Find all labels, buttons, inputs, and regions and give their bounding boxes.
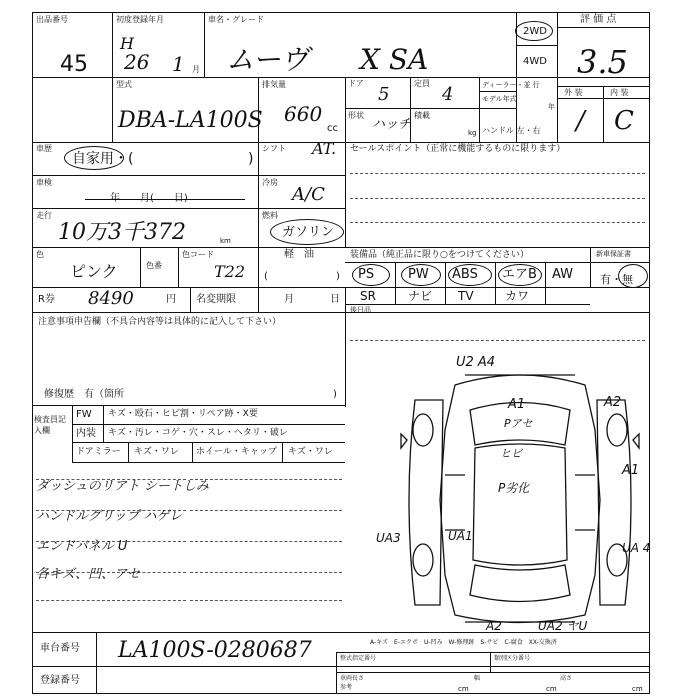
- first-registration-month: 1: [172, 52, 185, 76]
- drive-2wd: 2WD: [523, 26, 547, 37]
- model-value: DBA-LA100S: [118, 108, 263, 133]
- fuel-label: 燃料: [262, 211, 278, 220]
- fuel-value: ガソリン: [282, 225, 335, 240]
- shift-label: シフト: [262, 144, 286, 153]
- equip-aw: AW: [552, 267, 574, 282]
- first-registration-label: 初度登録年月: [116, 15, 164, 24]
- model-label: 型式: [116, 80, 132, 89]
- cc-unit: cc: [327, 123, 338, 134]
- equipment-label: 装備品（純正品に限り○をつけてください）: [350, 250, 529, 260]
- width-cm: cm: [546, 685, 557, 693]
- height-label: 高さ: [560, 675, 573, 682]
- chassis-number: LA100S-0280687: [118, 638, 312, 663]
- wheel-cap-items: キズ・ワレ: [288, 447, 333, 457]
- car-name-label: 車名・グレード: [208, 15, 264, 24]
- displacement-value: 660: [284, 102, 323, 126]
- usage-label: 車歴: [36, 144, 52, 153]
- damage-p-ase: Pアセ: [504, 417, 533, 430]
- usage-circle: [64, 146, 124, 170]
- warranty-circle: [618, 264, 648, 288]
- interior-check-label: 内装: [76, 428, 96, 439]
- name-change-month: 月: [284, 294, 294, 305]
- remark-line: エンドパネル U: [36, 539, 128, 554]
- remark-line: ハンドルグリップ ハゲレ: [36, 509, 183, 524]
- load-label: 積載: [414, 111, 430, 120]
- door-mirror-label: ドアミラー: [76, 447, 121, 457]
- lot-number: 45: [60, 52, 88, 77]
- repair-close: ): [333, 389, 337, 400]
- length-cm: cm: [458, 685, 469, 693]
- recycle-value: 8490: [88, 288, 134, 309]
- first-registration-year: 26: [124, 50, 150, 74]
- remark-line: 各キズ、凹、アセ: [36, 567, 141, 582]
- new-warranty-label: 新車保証書: [596, 250, 631, 258]
- damage-a2-right: A2: [604, 395, 622, 410]
- caution-label: 注意事項申告欄（不具合内容等は具体的に記入して下さい）: [38, 317, 282, 327]
- exterior-value: /: [576, 106, 585, 136]
- usage-value: 自家用・(: [72, 151, 134, 167]
- car-grade: X SA: [360, 43, 429, 76]
- lot-label: 出品番号: [36, 15, 68, 24]
- equip-tv: TV: [458, 289, 474, 303]
- score-label: 評 価 点: [580, 14, 617, 25]
- month-unit: 月: [192, 65, 200, 74]
- wheel-cap-label: ホイール・キャップ: [196, 447, 277, 457]
- handle-label: ハンドル 左・右: [482, 126, 541, 135]
- legend-line: A-キズ E-エクボ U-凹み W-修理跡 S-サビ C-腐食 XX-交換済: [370, 639, 557, 646]
- mileage-value: 10万3千372: [58, 220, 186, 245]
- model-year-unit: 年: [548, 103, 555, 111]
- displacement-label: 排気量: [262, 80, 286, 89]
- color-no-label: 色番: [146, 261, 162, 270]
- damage-u2-a4: U2 A4: [456, 355, 496, 370]
- equip-ps: PS: [358, 267, 375, 282]
- registration-label: 登録番号: [40, 675, 80, 686]
- drive-4wd: 4WD: [523, 56, 547, 67]
- color-code-label: 色コード: [182, 250, 214, 259]
- interior-label: 内 装: [610, 88, 629, 97]
- ac-value: A/C: [292, 184, 325, 205]
- length-label: 車両長さ: [340, 675, 365, 682]
- width-label: 幅: [474, 675, 481, 682]
- damage-ua4: UA 4: [622, 541, 651, 555]
- later-date-label: 後日品: [350, 306, 371, 314]
- damage-a2-bottom: A2: [486, 619, 502, 633]
- exterior-label: 外 装: [564, 88, 583, 97]
- score-value: 3.5: [577, 43, 628, 81]
- shift-value: AT.: [312, 139, 337, 158]
- damage-p-deterioration: P劣化: [498, 481, 530, 495]
- dealer-label: ディーラー・並 行: [482, 81, 540, 89]
- drive-circle: [515, 21, 553, 41]
- damage-a1-roof: A1: [508, 397, 526, 412]
- body-shape-label: 形状: [348, 111, 364, 120]
- equip-navi: ナビ: [408, 289, 433, 303]
- interior-value: C: [614, 106, 634, 136]
- length-ref: 参考: [340, 684, 353, 691]
- fw-items: キズ・殴石・ヒビ割・リペア跡・X要: [108, 409, 258, 419]
- first-registration-era: H: [120, 34, 134, 53]
- fw-label: FW: [76, 409, 92, 420]
- name-change-day: 日: [330, 294, 340, 305]
- height-cm: cm: [632, 685, 643, 693]
- name-change-label: 名変期限: [196, 294, 236, 305]
- repair-history-label: 修復歴 有（箇所: [44, 389, 124, 400]
- inspector-label: 検査員記入欄: [34, 415, 66, 436]
- damage-ua3: UA3: [376, 531, 401, 545]
- damage-hibi: ヒビ: [500, 447, 522, 460]
- warranty-value: 有・無: [600, 273, 633, 286]
- door-mirror-items: キズ・ワレ: [134, 447, 179, 457]
- equip-pw: PW: [408, 267, 429, 282]
- equip-abs: ABS: [452, 267, 478, 282]
- doors-label: ドア: [348, 79, 364, 88]
- recycle-label: R券: [38, 294, 55, 305]
- color-label: 色: [36, 250, 44, 259]
- selling-points-label: セールスポイント（正常に機能するものに限ります）: [350, 144, 566, 154]
- interior-check-items: キズ・汚レ・コゲ・穴・スレ・ヘタリ・破レ: [108, 428, 288, 438]
- capacity-value: 4: [442, 84, 454, 105]
- capacity-label: 定員: [414, 79, 430, 88]
- mileage-label: 走行: [36, 211, 52, 220]
- equip-leather: カワ: [505, 289, 530, 303]
- ac-label: 冷房: [262, 178, 278, 187]
- recycle-unit: 円: [166, 294, 176, 305]
- remark-line: ダッシュのリアト シートしみ: [36, 479, 209, 494]
- doors-value: 5: [378, 84, 390, 105]
- usage-close: ): [248, 151, 254, 167]
- damage-ua1: UA1: [448, 529, 473, 543]
- equip-airbag: エアB: [502, 267, 537, 282]
- color-value: ピンク: [70, 262, 118, 281]
- class-label: 類別区分番号: [494, 655, 531, 662]
- damage-a1-side: A1: [622, 463, 640, 478]
- km-unit: km: [220, 237, 231, 245]
- body-shape-value: ハッチ: [372, 117, 412, 132]
- chassis-label: 車台番号: [40, 643, 80, 654]
- load-unit: kg: [468, 129, 477, 137]
- damage-ua2-yu: UA2 ヤU: [538, 619, 588, 633]
- inspection-label: 車検: [36, 178, 52, 187]
- diesel-label: 軽 油: [284, 249, 314, 260]
- color-code-value: T22: [214, 262, 246, 281]
- fuel-circle: [270, 219, 344, 245]
- equip-sr: SR: [360, 289, 376, 303]
- car-name: ムーヴ: [226, 43, 309, 76]
- inspection-date: 年 月( 日): [110, 193, 188, 204]
- model-year-label: モデル年式: [482, 95, 517, 103]
- regular-check-label: 整式指定番号: [340, 655, 377, 662]
